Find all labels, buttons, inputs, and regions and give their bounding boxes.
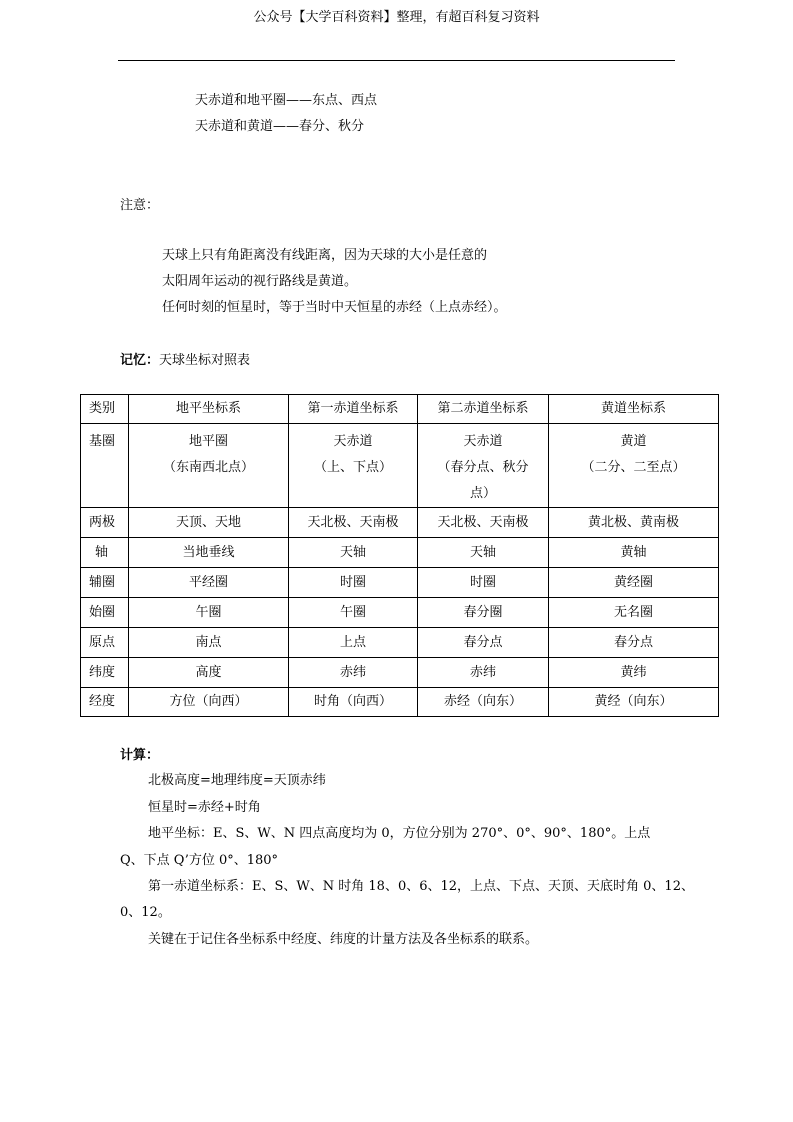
calc-label: 计算：: [120, 748, 160, 763]
header-rule: [118, 60, 675, 61]
header-cell: 类别: [81, 395, 129, 424]
table-cell: 时角（向西）: [289, 688, 418, 717]
table-row: [81, 568, 719, 598]
calc-line-4a: 第一赤道坐标系：E、S、W、N 时角 18、0、6、12，上点、下点、天顶、天底时角 0、12、: [148, 879, 694, 894]
table-cell: 天北极、天南极: [289, 508, 418, 538]
table-cell: 天轴: [289, 538, 418, 568]
memory-label: 记忆：: [120, 353, 160, 368]
table-cell: [129, 424, 289, 508]
header-cell: 黄道坐标系: [549, 395, 719, 424]
cell-line: 地平圈: [188, 434, 228, 449]
table-cell: 黄经圈: [549, 568, 719, 598]
table-row: [81, 688, 719, 717]
calc-line-4b: 0、12。: [120, 905, 171, 920]
cell-line: （上、下点）: [313, 460, 392, 475]
table-cell: 春分点: [549, 628, 719, 658]
row-label: 纬度: [81, 658, 129, 688]
cell-line: （东南西北点）: [162, 460, 254, 475]
table-cell: 春分点: [418, 628, 549, 658]
header-cell: 第二赤道坐标系: [418, 395, 549, 424]
table-cell: 黄经（向东）: [549, 688, 719, 717]
row-label: 经度: [81, 688, 129, 717]
table-cell: 平经圈: [129, 568, 289, 598]
row-label: 两极: [81, 508, 129, 538]
notice-line-3: 任何时刻的恒星时，等于当时中天恒星的赤经（上点赤经）。: [162, 300, 507, 315]
table-cell: 无名圈: [549, 598, 719, 628]
notice-line-2: 太阳周年运动的视行路线是黄道。: [162, 274, 358, 289]
cell-line: 黄道: [620, 434, 647, 449]
intro-line-1: 天赤道和地平圈——东点、西点: [195, 93, 378, 108]
table-cell: 时圈: [418, 568, 549, 598]
table-row: [81, 598, 719, 628]
table-cell: [418, 424, 549, 508]
header-cell: 地平坐标系: [129, 395, 289, 424]
table-cell: 天轴: [418, 538, 549, 568]
row-label: 轴: [81, 538, 129, 568]
table-cell: 春分圈: [418, 598, 549, 628]
table-cell: 赤经（向东）: [418, 688, 549, 717]
table-cell: 上点: [289, 628, 418, 658]
table-cell: 赤纬: [418, 658, 549, 688]
page-header: 公众号【大学百科资料】整理，有超百科复习资料: [253, 10, 540, 25]
table-cell: [549, 424, 719, 508]
memory-heading: [120, 349, 250, 368]
table-cell: [289, 424, 418, 508]
table-cell: 方位（向西）: [129, 688, 289, 717]
table-cell: 天北极、天南极: [418, 508, 549, 538]
row-label: 辅圈: [81, 568, 129, 598]
coordinate-table: [80, 394, 719, 717]
table-row: [81, 508, 719, 538]
row-label: 原点: [81, 628, 129, 658]
table-cell: 天顶、天地: [129, 508, 289, 538]
cell-line: （春分点、秋分: [437, 460, 529, 475]
cell-line: 天赤道: [333, 434, 373, 449]
calc-line-1: 北极高度=地理纬度=天顶赤纬: [148, 773, 326, 788]
calc-line-3a: 地平坐标：E、S、W、N 四点高度均为 0，方位分别为 270°、0°、90°、180°。上点: [148, 826, 651, 841]
table-cell: 黄北极、黄南极: [549, 508, 719, 538]
table-header-row: [81, 395, 719, 424]
table-row: [81, 628, 719, 658]
table-cell: 当地垂线: [129, 538, 289, 568]
cell-line: 点）: [469, 486, 496, 501]
calc-line-3b: Q、下点 Q’方位 0°、180°: [120, 853, 279, 868]
table-cell: 午圈: [289, 598, 418, 628]
table-row: [81, 538, 719, 568]
table-row-base-circle: [81, 424, 719, 508]
table-cell: 时圈: [289, 568, 418, 598]
intro-line-2: 天赤道和黄道——春分、秋分: [195, 119, 365, 134]
table-cell: 高度: [129, 658, 289, 688]
table-cell: 黄轴: [549, 538, 719, 568]
header-cell: 第一赤道坐标系: [289, 395, 418, 424]
memory-title: 天球坐标对照表: [159, 353, 251, 368]
row-label: 基圈: [81, 424, 129, 508]
calc-line-5: 关键在于记住各坐标系中经度、纬度的计量方法及各坐标系的联系。: [148, 932, 539, 947]
notice-label: 注意：: [120, 198, 160, 213]
notice-line-1: 天球上只有角距离没有线距离，因为天球的大小是任意的: [162, 248, 488, 263]
table-row: [81, 658, 719, 688]
calc-line-2: 恒星时=赤经+时角: [148, 800, 261, 815]
row-label: 始圈: [81, 598, 129, 628]
cell-line: 天赤道: [463, 434, 503, 449]
table-cell: 午圈: [129, 598, 289, 628]
cell-line: （二分、二至点）: [581, 460, 686, 475]
table-cell: 南点: [129, 628, 289, 658]
table-cell: 黄纬: [549, 658, 719, 688]
table-cell: 赤纬: [289, 658, 418, 688]
